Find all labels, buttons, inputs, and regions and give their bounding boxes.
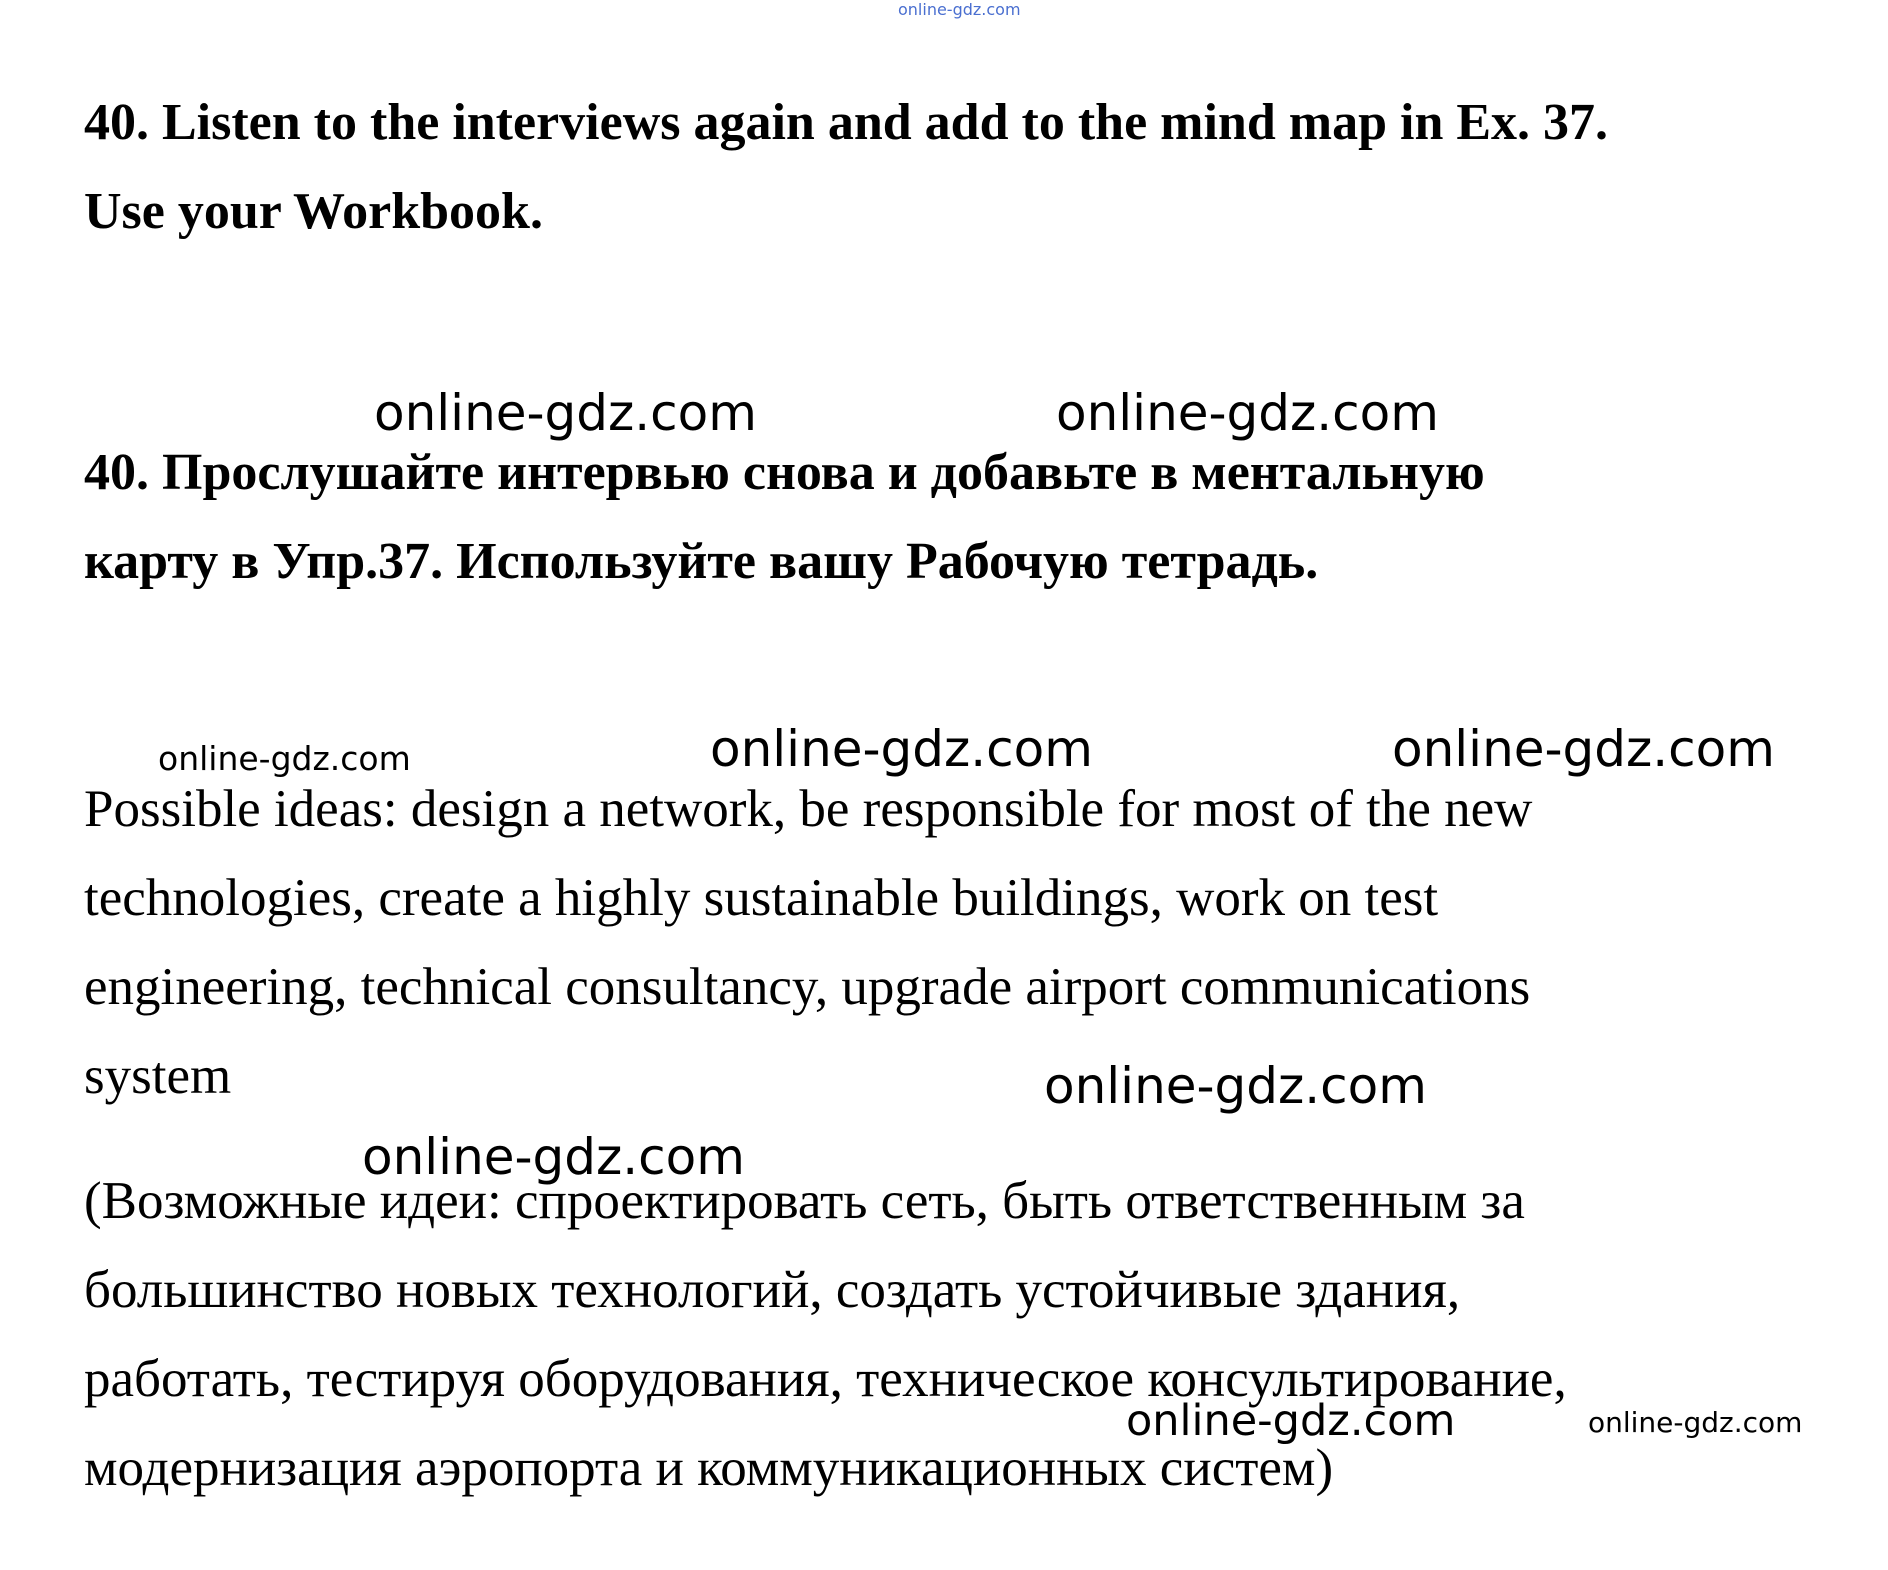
watermark: online-gdz.com: [1588, 1406, 1803, 1439]
answer-russian-line: большинство новых технологий, создать устойчивые здания,: [84, 1261, 1461, 1319]
watermark: online-gdz.com: [1392, 720, 1775, 778]
task-russian-line: 40. Прослушайте интервью снова и добавьте в ментальную: [84, 444, 1485, 501]
watermark-top: online-gdz.com: [898, 0, 1021, 19]
answer-english-line: Possible ideas: design a network, be responsible for most of the new: [84, 780, 1533, 838]
task-russian: [84, 428, 1485, 606]
watermark: online-gdz.com: [158, 739, 411, 778]
answer-english-line: technologies, create a highly sustainable buildings, work on test: [84, 869, 1439, 927]
answer-russian-line: (Возможные идеи: спроектировать сеть, быть ответственным за: [84, 1172, 1525, 1230]
answer-russian: [84, 1157, 1567, 1513]
watermark: online-gdz.com: [1126, 1396, 1456, 1446]
watermark: online-gdz.com: [710, 720, 1093, 778]
answer-english-line: engineering, technical consultancy, upgrade airport communications: [84, 958, 1531, 1016]
answer-english-line: system: [84, 1047, 232, 1105]
answer-russian-line: модернизация аэропорта и коммуникационных систем): [84, 1439, 1334, 1497]
watermark: online-gdz.com: [1056, 384, 1439, 442]
watermark: online-gdz.com: [1044, 1057, 1427, 1115]
task-english-line: 40. Listen to the interviews again and add to the mind map in Ex. 37.: [84, 94, 1609, 151]
task-english: [84, 78, 1608, 256]
watermark: online-gdz.com: [374, 384, 757, 442]
task-russian-line: карту в Упр.37. Используйте вашу Рабочую тетрадь.: [84, 533, 1319, 590]
watermark: online-gdz.com: [362, 1128, 745, 1186]
task-english-line: Use your Workbook.: [84, 183, 543, 240]
answer-russian-line: работать, тестируя оборудования, техническое консультирование,: [84, 1350, 1567, 1408]
